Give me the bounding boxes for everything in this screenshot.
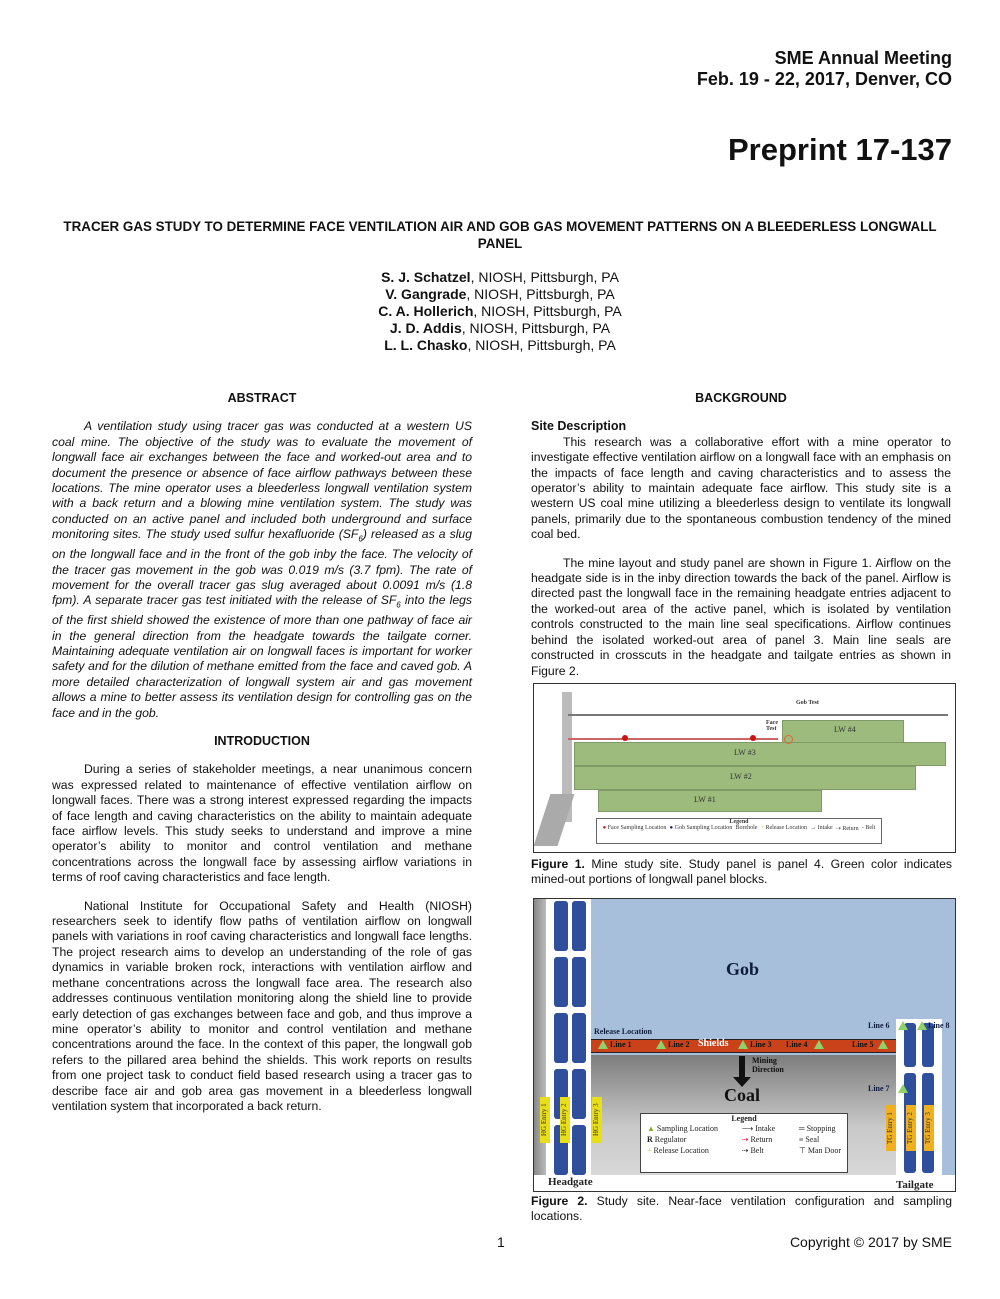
pillar — [554, 957, 568, 1007]
headgate-label: Headgate — [548, 1176, 593, 1188]
mining-direction-arrow-shaft — [739, 1056, 745, 1078]
face-test-label: Face Test — [766, 720, 778, 732]
face-sampling-marker — [622, 735, 628, 741]
line-4-label: Line 4 — [786, 1040, 808, 1049]
abstract-heading: ABSTRACT — [227, 391, 297, 405]
face-entry-line — [568, 738, 778, 740]
tailgate-label: Tailgate — [896, 1179, 934, 1191]
legend-intake: ⟶ Intake — [741, 1124, 776, 1133]
legend-intake: → Intake — [810, 825, 833, 831]
pillar — [572, 1125, 586, 1175]
meeting-dates: Feb. 19 - 22, 2017, Denver, CO — [696, 69, 952, 89]
legend-col-symbols — [647, 1123, 718, 1156]
author: C. A. Hollerich, NIOSH, Pittsburgh, PA — [378, 303, 622, 319]
background-paragraph-1: This research was a collaborative effort with a mine operator to investigate effective ventilation airflow on a longwall face with an emphasis on the impacts of face length and caving characteristics and to assess the operator’s ability to maintain adequate face airflow. This study site is a western US coal mine utilizing a bleederless design to ventilate its longwall panels, primarily due to the spontaneous combustion tendency of the mined coal bed. — [531, 434, 951, 542]
tg-entry-3-tag: TG Entry 3 — [924, 1105, 934, 1151]
panel-lw3 — [574, 742, 946, 766]
pillar — [554, 1013, 568, 1063]
legend-gob-sampling: ● Gob Sampling Location — [669, 825, 733, 831]
author-list — [48, 269, 952, 354]
mining-direction-label: Mining Direction — [752, 1056, 784, 1074]
legend-face-sampling: ● Face Sampling Location — [602, 825, 667, 831]
gob-label: Gob — [726, 959, 760, 979]
sampling-marker — [878, 1040, 888, 1049]
intro-paragraph-2: National Institute for Occupational Safety and Health (NIOSH) researchers seek to identify flow paths of ventilation airflow on longwall panels with variations in roof caving characteristics and longwall face lengths. The project research aims to develop an understanding of the role of gas dynamics in variable broken rock, interactions with ventilation airflow and methane concentrations across the longwall face area. The research also addresses continuous ventilation monitoring along the shield line to provide early detection of gas exchanges between face and gob, and thus improve a mine operator’s ability to monitor and control ventilation and methane concentrations around the face. In the context of this paper, the longwall gob refers to the pillared area behind the shields. This work reports on results from one project task to conduct field based research using a tracer gas to describe face air and gob area gas movement in a bleederless longwall ventilation system that incorporated a back return. — [52, 898, 472, 1113]
sampling-marker — [898, 1021, 908, 1030]
tailgate-entries — [896, 1019, 942, 1191]
preprint-number: Preprint 17-137 — [728, 132, 952, 167]
tg-entry-2-tag: TG Entry 2 — [906, 1105, 916, 1151]
sampling-marker — [598, 1040, 608, 1049]
legend-release: + Release Location — [760, 825, 807, 831]
introduction-heading: INTRODUCTION — [214, 734, 310, 748]
left-column — [52, 391, 472, 1127]
face-sampling-marker — [750, 735, 756, 741]
background-paragraph-2: The mine layout and study panel are shown in Figure 1. Airflow on the headgate side is in the inby direction towards the back of the panel. Airflow is directed past the longwall face in the remaining headgate entries adjacent to the worked-out area of the active panel, which is isolated by ventilation controls constructed to the main line seal specifications. Airflow continues behind the isolated worked-out area of panel 3. Main line seals are constructed in crosscuts in the headgate and tailgate entries as shown in Figure 2. — [531, 555, 951, 678]
figure-2-caption: Figure 2. Study site. Near-face ventilation configuration and sampling locations. — [531, 1194, 952, 1224]
hg-entry-1-tag: HG Entry 1 — [540, 1097, 550, 1143]
shields-label: Shields — [698, 1038, 729, 1049]
legend-seal: ≡ Seal — [798, 1135, 820, 1144]
panel-lw2-label: LW #2 — [730, 772, 752, 781]
sampling-marker — [898, 1084, 908, 1093]
abstract-text: A ventilation study using tracer gas was conducted at a western US coal mine. The objective of the study was to evaluate the movement of longwall face air exchanges between the face and worked-out area and to document the presence or absence of face airflow pathways between these locations. The mine operator uses a bleederless longwall ventilation system with a back return and a blowing mine ventilation system. The study was conducted on an active panel and included both underground and surface monitoring sites. The study used sulfur hexafluoride $(SF_6)$ released as a slug on the longwall face and in the front of the gob inby the face. The velocity of the tracer gas movement in the gob was 0.019 m/s (3.7 fpm). The rate of movement for the overall tracer gas slug averaged about 0.0091 m/s (1.8 fpm). A separate tracer gas test initiated with the release of $SF_6$ into the legs of the first shield showed the existence of more than one pathway of face air in the general direction from the headgate towards the tailgate corner. Maintaining adequate ventilation air on longwall faces is important for worker safety and for the dilution of methane emitted from the face and caved gob. A more detailed characterization of longwall system air and gas movement allows a mine to better assess its ventilation design for controlling gas on the face and in the gob. — [52, 419, 472, 720]
page-number: 1 — [497, 1234, 505, 1250]
site-description-heading: Site Description — [531, 419, 627, 434]
meeting-name: SME Annual Meeting — [774, 48, 952, 68]
legend-col-airflow — [742, 1123, 775, 1156]
author: L. L. Chasko, NIOSH, Pittsburgh, PA — [384, 337, 616, 353]
pillar — [572, 1069, 586, 1119]
hg-entry-3-tag: HG Entry 3 — [592, 1097, 602, 1143]
sampling-marker — [814, 1040, 824, 1049]
line-2-label: Line 2 — [668, 1040, 690, 1049]
conference-header — [697, 48, 952, 90]
legend-col-controls — [799, 1123, 841, 1156]
intro-paragraph-1: During a series of stakeholder meetings, a near unanimous concern was expressed related to maintenance of effective ventilation airflow on longwall faces. There was a strong interest expressed regarding the impacts of face length and caving characteristics on the ability to maintain adequate face airflow levels. This study seeks to understand and improve a mine operator’s ability to monitor and control ventilation and methane concentrations across the longwall face by assessing airflow variations in terms of roof caving characteristics and face length. — [52, 762, 472, 885]
line-1-label: Line 1 — [610, 1040, 632, 1049]
legend-borehole: Borehole — [735, 825, 758, 831]
panel-lw1-label: LW #1 — [694, 795, 716, 804]
background-heading: BACKGROUND — [695, 391, 787, 405]
line-8-label: Line 8 — [928, 1021, 950, 1030]
pillar — [572, 1013, 586, 1063]
gob-entry-line — [568, 714, 948, 716]
sampling-marker — [917, 1021, 927, 1030]
figure-1-caption: Figure 1. Mine study site. Study panel is panel 4. Green color indicates mined-out portions of longwall panel blocks. — [531, 857, 952, 887]
author: S. J. Schatzel, NIOSH, Pittsburgh, PA — [381, 269, 619, 285]
release-marker — [784, 735, 793, 744]
figure-2-ventilation-diagram — [533, 898, 956, 1192]
line-7-label: Line 7 — [868, 1084, 890, 1093]
legend-sampling-location: ▲ Sampling Location — [647, 1124, 719, 1133]
figure-1-mine-map — [533, 683, 956, 853]
author: J. D. Addis, NIOSH, Pittsburgh, PA — [389, 320, 611, 336]
copyright-notice: Copyright © 2017 by SME — [789, 1234, 952, 1250]
release-location-label: Release Location — [594, 1027, 652, 1036]
line-3-label: Line 3 — [750, 1040, 772, 1049]
legend-stopping: ═ Stopping — [798, 1124, 836, 1133]
sampling-marker — [656, 1040, 666, 1049]
panel-lw4-label: LW #4 — [834, 725, 856, 734]
left-rib — [534, 899, 546, 1191]
paper-title: TRACER GAS STUDY TO DETERMINE FACE VENTILATION AIR AND GOB GAS MOVEMENT PATTERNS ON A BLEEDERLESS LONGWALL PANEL — [63, 219, 937, 251]
line-6-label: Line 6 — [868, 1021, 890, 1030]
author: V. Gangrade, NIOSH, Pittsburgh, PA — [385, 286, 615, 302]
hg-entry-2-tag: HG Entry 2 — [560, 1097, 570, 1143]
bottom-label-strip — [534, 1175, 955, 1191]
legend-regulator: R Regulator — [647, 1135, 687, 1144]
pillar — [554, 901, 568, 951]
legend-belt: - Belt — [861, 825, 876, 831]
panel-lw3-label: LW #3 — [734, 748, 756, 757]
pillar — [572, 901, 586, 951]
figure-1-legend: Legend ● Face Sampling Location ● Gob Sampling Location Borehole + Release Location → Intake ⇢ Return - Belt — [596, 818, 882, 844]
coal-label: Coal — [724, 1085, 760, 1105]
legend-belt: ⇢ Belt — [741, 1146, 764, 1155]
gob-test-label: Gob Test — [796, 700, 819, 706]
tg-entry-1-tag: TG Entry 1 — [886, 1105, 896, 1151]
right-column — [531, 391, 951, 692]
line-5-label: Line 5 — [852, 1040, 874, 1049]
legend-release-location: + Release Location — [647, 1146, 709, 1155]
legend-return: ⇢ Return — [741, 1135, 773, 1144]
pillar — [572, 957, 586, 1007]
figure-2-legend: Legend ▲ Sampling Location R Regulator + Release Location ⟶ Intake ⇢ Return ⇢ Belt ═ Stopping ≡ Seal ⊤ Man Door — [640, 1113, 848, 1173]
legend-return: ⇢ Return — [835, 826, 859, 832]
legend-man-door: ⊤ Man Door — [798, 1146, 841, 1155]
sampling-marker — [738, 1040, 748, 1049]
